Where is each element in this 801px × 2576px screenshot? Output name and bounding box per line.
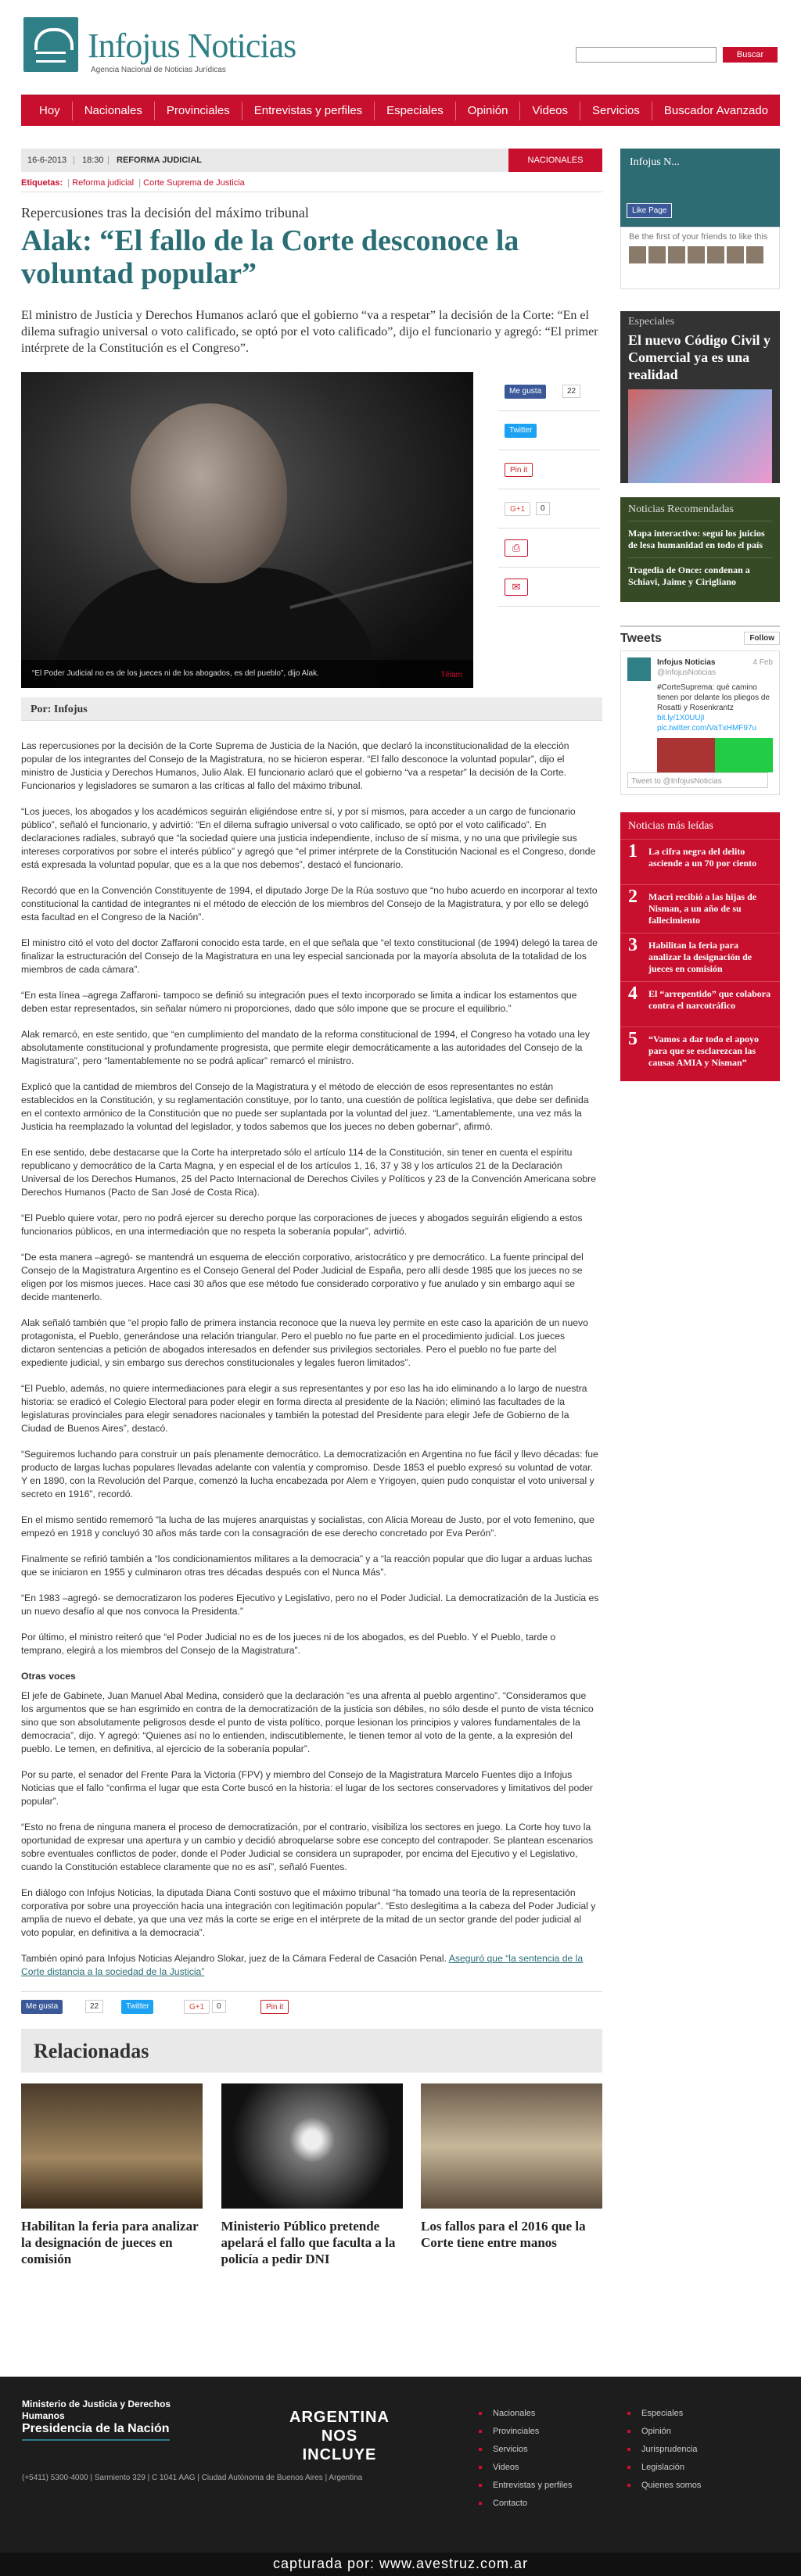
last-paragraph-text: También opinó para Infojus Noticias Alejandro Slokar, juez de la Cámara Federal de Casación Penal.	[21, 1953, 449, 1964]
footer-link[interactable]: Opinión	[627, 2423, 701, 2441]
related-heading: Relacionadas	[21, 2029, 602, 2073]
especiales-label: Especiales	[628, 316, 675, 328]
article-paragraph: “Los jueces, los abogados y los académicos seguirán eligiéndose entre sí, y por sí mismos, para acceder a un cargo de funcionario público”, señaló el funcionario, y advirtió: “En el dilema sufragio universal o voto calificado, se optó por el voto calificado”. En declaraciones radiales, subrayó que “la sociedad quiere una justicia independiente, incluso de sí misma, y no una que privilegie sus intereses corporativos por sobre el interés público” y agregó que “el primer intérprete de la Constitución Nacional es el Congreso, donde está expresada la voluntad popular, que es a la que nos debemos”, destacó el funcionario.	[21, 806, 596, 870]
especiales-title[interactable]: El nuevo Código Civil y Comercial ya es una realidad	[628, 332, 771, 382]
article-paragraph: El jefe de Gabinete, Juan Manuel Abal Medina, consideró que la declaración “es una afrenta al pueblo argentino”. “Consideramos que los argumentos que se han esgrimido en contra de la democratización de la justicia son débiles, no sólo desde el punto de vista técnico sino que son absolutamente peligrosos desde el punto de vista político, porque lesionan los principios y valores fundamentales de la democracia”, dijo. Y agregó: “Quienes así no lo entienden, indiscutiblemente, le tienen temor al voto de la gente, a la expresión del pueblo. Le temen, en definitiva, al ejercicio de la soberanía popular”.	[21, 1690, 594, 1754]
article-paragraph: Alak remarcó, en este sentido, que “en cumplimiento del mandato de la reforma constitucional de 1994, el Congreso ha votado una ley absolutamente constitucional y profundamente progresista, que permite elegir democráticamente a las autoridades del Consejo de la Magistratura”, pero “lamentablemente no se podrá aplicar” remarcó el ministro.	[21, 1029, 590, 1066]
search-input[interactable]	[576, 47, 717, 63]
footer-link[interactable]: Videos	[479, 2459, 572, 2477]
footer-link[interactable]: Nacionales	[479, 2405, 572, 2423]
tag-link[interactable]: Corte Suprema de Justicia	[143, 178, 245, 188]
nav-item[interactable]: Servicios	[592, 103, 640, 117]
twitter-button-bottom[interactable]: Twitter	[121, 2000, 153, 2014]
most-read-item[interactable]	[620, 933, 780, 981]
tweet-image[interactable]	[657, 738, 773, 772]
article-meta-bar: 16-6-2013 | 18:30 | REFORMA JUDICIAL NACIONALES	[21, 149, 602, 172]
article-paragraph: “En esta línea –agrega Zaffaroni- tampoco se definió su integración pues el texto incorporado se limita a indicar los estamentos que deben estar representados, sin señalar número ni proporciones, dado que sólo impone que se procure el equilibrio.”	[21, 990, 577, 1014]
most-read-item[interactable]	[620, 884, 780, 933]
tags-row: Etiquetas: | Reforma judicial | Corte Suprema de Justicia	[21, 178, 602, 192]
related-link[interactable]: Aseguró que “la sentencia de la Corte distancia a la sociedad de la Justicia”	[21, 1953, 584, 1977]
article-paragraph: Explicó que la cantidad de miembros del Consejo de la Magistratura y el método de elección de esos representantes no están establecidos en la Constitución, y su reglamentación constituye, por lo tanto, una cuestión de política legislativa, que debe ser definida en el contexto armónico de la Constitución que no puede ser suplantada por la voluntad del juez. “Lamentablemente, una vez más la Justicia ha reemplazado la voluntad del legislador, y todos sabemos que los jueces no deben gobernar”, afirmó.	[21, 1081, 589, 1132]
photo-caption: “El Poder Judicial no es de los jueces ni de los abogados, es del pueblo”, dijo Alak.	[21, 660, 473, 688]
tweet-body: #CorteSuprema: qué camino tienen por delante los pliegos de Rosatti y Rosenkrantz	[657, 683, 770, 712]
especiales-box[interactable]	[620, 311, 780, 483]
tweet-date[interactable]: 4 Feb	[753, 658, 773, 667]
article-paragraph: Las repercusiones por la decisión de la Corte Suprema de Justicia de la Nación, que declaró la inconstitucionalidad de la elección popular de los integrantes del Consejo de la Magistratura, no se hicieron esperar. “El fallo desconoce la voluntad popular”, dijo el ministro de Justicia y Derechos Humanos, Julio Alak. El funcionario aclaró que el gobierno “va a respetar” la decisión de la Corte. Funcionarios y legisladores se sumaron a las críticas al fallo del máximo tribunal.	[21, 740, 569, 791]
infojus-logo-icon[interactable]	[23, 17, 78, 72]
recommended-box	[620, 497, 780, 602]
tweet[interactable]	[620, 650, 780, 795]
most-read-label: Noticias más leídas	[628, 820, 713, 832]
brand-tagline: Agencia Nacional de Noticias Jurídicas	[91, 66, 226, 74]
main-nav	[21, 95, 780, 126]
nav-item[interactable]: Hoy	[39, 103, 60, 117]
article-section[interactable]: REFORMA JUDICIAL	[117, 156, 202, 165]
search-button[interactable]: Buscar	[723, 47, 778, 63]
nav-item[interactable]: Especiales	[386, 103, 444, 117]
article-date: 16-6-2013	[27, 156, 67, 165]
facebook-widget[interactable]	[620, 149, 780, 227]
footer-link[interactable]: Servicios	[479, 2441, 572, 2459]
article-lead: El ministro de Justicia y Derechos Humanos aclaró que el gobierno “va a respetar” la decisión de la Corte: “En el dilema sufragio universal o voto calificado, se optó por el voto calificado”, dijo el funcionario y agregó: “El primer intérprete de la Constitución es el Congreso”.	[21, 309, 598, 355]
recommended-label: Noticias Recomendadas	[628, 503, 734, 515]
related-grid	[21, 2083, 602, 2267]
site-footer	[0, 2377, 801, 2576]
most-read-title[interactable]: El “arrepentido” que colabora contra el narcotráfico	[648, 988, 771, 1011]
nav-item[interactable]: Videos	[532, 103, 569, 117]
gplus-button-bottom[interactable]: G+1	[184, 2000, 210, 2014]
facebook-like-page-button[interactable]: Like Page	[627, 203, 672, 218]
most-read-title[interactable]: “Vamos a dar todo el apoyo para que se esclarezcan las causas AMIA y Nisman”	[648, 1034, 760, 1068]
article-paragraph: Finalmente se refirió también a “los condicionamientos militares a la democracia” y a “la reacción popular que dio lugar a arduas luchas que se iniciaron en 1955 y culminaron otras tres décadas después con el Nunca Más”.	[21, 1553, 593, 1578]
nav-item[interactable]: Provinciales	[166, 103, 230, 117]
print-icon[interactable]: ⎙	[505, 539, 528, 557]
article-paragraph: “Seguiremos luchando para construir un país plenamente democrático. La democratización en Argentina no fue fácil y llevo décadas: fue producto de largas luchas populares llevadas adelante con valentía y compromiso. Desde 1853 el pueblo expresó su voluntad de votar. Y en 1890, con la Revolución del Parque, comenzó la lucha encabezada por Alem e Yrigoyen, quien pudo conquistar el voto universal y secreto en 1916”, recordó.	[21, 1449, 598, 1499]
share-column	[498, 372, 600, 607]
recommended-item[interactable]: Mapa interactivo: seguí los juicios de lesa humanidad en todo el país	[628, 521, 772, 557]
pinterest-button-bottom[interactable]: Pin it	[260, 2000, 289, 2014]
footer-link[interactable]: Jurisprudencia	[627, 2441, 701, 2459]
nav-item[interactable]: Entrevistas y perfiles	[253, 103, 363, 117]
article-paragraph: “En 1983 –agregó- se democratizaron los poderes Ejecutivo y Legislativo, pero no el Poder Judicial. La democratización de la Justicia es un nuevo desafío al que nos convoca la Presidenta.”	[21, 1593, 599, 1617]
tweet-link[interactable]: bit.ly/1X0UUjI	[657, 714, 705, 722]
brand-sub: Noticias	[187, 27, 296, 65]
footer-link[interactable]: Especiales	[627, 2405, 701, 2423]
article-body	[21, 740, 600, 1979]
brand-main: Infojus	[88, 27, 180, 65]
gplus-count-bottom: 0	[212, 2000, 226, 2013]
related-image[interactable]	[221, 2083, 403, 2209]
pinterest-button[interactable]: Pin it	[505, 463, 533, 477]
subhead: Otras voces	[21, 1671, 76, 1682]
email-icon[interactable]: ✉	[505, 579, 528, 596]
facebook-page-name[interactable]: Infojus N...	[630, 156, 680, 168]
nav-item[interactable]: Nacionales	[84, 103, 142, 117]
facebook-like-button[interactable]: Me gusta	[505, 385, 546, 399]
sidebar	[620, 149, 780, 1081]
article-paragraph: “El Pueblo, además, no quiere intermediaciones para elegir a sus representantes y por eso las ha ido eliminando a lo largo de nuestra historia: se eradicó el Colegio Electoral para poder elegir en forma directa al presidente de la Nación; eliminó las facultades de la legislaturas provinciales para elegir senadores nacionales y también la potestad del Presidente para elegir Jefe de Gobierno de la Ciudad de Buenos Aires”, destacó.	[21, 1383, 587, 1434]
most-read-number: 1	[628, 841, 638, 862]
nav-item[interactable]: Buscador Avanzado	[663, 103, 769, 117]
related-item[interactable]	[21, 2083, 203, 2267]
most-read-title[interactable]: La cifra negra del delito asciende a un 70 por ciento	[648, 846, 757, 869]
tweet-handle[interactable]: @InfojusNoticias	[657, 668, 717, 677]
article-paragraph: “El Pueblo quiere votar, pero no podrá ejercer su derecho porque las corporaciones de jueces y abogados seguirán eligiendo a estos funcionarios públicos, en una intermediación que no respeta la soberanía popular”, advirtió.	[21, 1213, 583, 1237]
related-title[interactable]: Los fallos para el 2016 que la Corte tiene entre manos	[421, 2219, 586, 2250]
twitter-widget	[620, 625, 780, 795]
most-read-item[interactable]	[620, 1026, 780, 1075]
presidency-name[interactable]: Presidencia de la Nación	[22, 2422, 170, 2441]
article-photo[interactable]	[21, 372, 473, 688]
footer-link[interactable]: Contacto	[479, 2495, 572, 2513]
site-header	[0, 0, 801, 92]
argentina-slogan: ARGENTINA NOS INCLUYE	[289, 2409, 390, 2463]
facebook-friends-text: Be the first of your friends to like this	[629, 232, 768, 242]
photo-credit: Télam	[440, 671, 462, 679]
footer-link[interactable]: Entrevistas y perfiles	[479, 2477, 572, 2495]
follow-button[interactable]: Follow	[744, 632, 780, 645]
tweet-pic-link[interactable]: pic.twitter.com/VaTxHMF97u	[657, 724, 757, 733]
ministry-name[interactable]: Ministerio de Justicia y Derechos Humanos	[22, 2399, 171, 2421]
friend-avatars	[629, 246, 771, 263]
brand-title[interactable]	[88, 28, 296, 64]
most-read-item[interactable]	[620, 839, 780, 884]
article-paragraph: Alak señaló también que “el propio fallo de primera instancia reconoce que la nueva ley permite en este caso la aparición de un nuevo protagonista, el Pueblo, generándose una relación triangular. Pero el pueblo no fue parte en el procedimiento judicial. Los jueces dictaron sentencias a petición de abogados interesados en defender sus privilegios sectoriales. Pero el pueblo no fue parte del expediente judicial, y sin embargo sus derechos constitucionales y legales fueron limitados”.	[21, 1317, 588, 1368]
facebook-friends	[620, 227, 780, 289]
article-column	[21, 149, 602, 2267]
most-read-item[interactable]	[620, 981, 780, 1026]
facebook-count-bottom: 22	[85, 2000, 103, 2013]
tweets-label: Tweets	[620, 632, 663, 645]
nav-item[interactable]: Opinión	[467, 103, 508, 117]
most-read-number: 5	[628, 1029, 638, 1049]
footer-links-1	[479, 2405, 572, 2513]
related-item[interactable]	[221, 2083, 403, 2267]
tweet-author[interactable]: Infojus Noticias	[657, 658, 716, 667]
related-item[interactable]	[421, 2083, 602, 2267]
article-paragraph: “De esta manera –agregó- se mantendrá un esquema de elección corporativo, aristocrático y pre democrático. La fuente principal del Consejo de la Magistratura Argentino es el Consejo General del Poder Judicial de España, pero allí desde 1985 que los jueces no se eligen por los mismos jueces. Hace casi 30 años que ese método fue considerado corporativo y fue anulado y sin embargo aquí se decide mantenerlo.	[21, 1252, 584, 1302]
related-image[interactable]	[21, 2083, 203, 2209]
most-read-box	[620, 812, 780, 1081]
tweet-text	[657, 683, 773, 733]
footer-link[interactable]: Quienes somos	[627, 2477, 701, 2495]
article-paragraph: En el mismo sentido rememoró “la lucha de las mujeres anarquistas y socialistas, con Alicia Moreau de Justo, por el voto femenino, que empezó en 1918 y concluyó 30 años más tarde con la consagración de ese derecho concretado por Eva Perón”.	[21, 1514, 594, 1539]
recommended-item[interactable]: Tragedia de Once: condenan a Schiavi, Jaime y Cirigliano	[628, 557, 772, 594]
article-paragraph: “Esto no frena de ninguna manera el proceso de democratización, por el contrario, visibiliza los sectores en juego. La Corte hoy tuvo la oportunidad de expresar una apertura y un cambio y decidió abroquelarse sobre ese concepto del contrapoder. Se plantean escenarios sobre eventuales conflictos de poder, donde el Poder Judicial se considera un suprapoder, por encima del Ejecutivo y el Legislativo, cuando la Constitución establece claramente que no es así”, señaló Fuentes.	[21, 1822, 594, 1872]
article-kicker: Repercusiones tras la decisión del máximo tribunal	[21, 205, 309, 220]
related-title[interactable]: Habilitan la feria para analizar la designación de jueces en comisión	[21, 2219, 199, 2266]
avatar[interactable]	[627, 657, 651, 681]
facebook-count: 22	[562, 385, 580, 398]
especiales-image[interactable]	[628, 389, 772, 483]
article-paragraph: El ministro citó el voto del doctor Zaffaroni conocido esta tarde, en el que señala que “el texto constitucional (de 1994) delegó la tarea de finalizar la estructuración del Consejo de la Magistratura en una ley especial sancionada por la mayoría absoluta de la totalidad de los miembros de cada cámara”.	[21, 937, 598, 975]
gplus-count: 0	[536, 502, 550, 515]
article-paragraph: Por último, el ministro reiteró que “el Poder Judicial no es de los jueces ni de los abogados, es del Pueblo. Y el Pueblo, tarde o temprano, elegirá a los miembros del Consejo de la Magistratura”.	[21, 1632, 556, 1656]
twitter-button[interactable]: Twitter	[505, 424, 537, 438]
most-read-number: 3	[628, 935, 638, 955]
related-image[interactable]	[421, 2083, 602, 2209]
most-read-number: 2	[628, 887, 638, 907]
footer-link[interactable]: Legislación	[627, 2459, 701, 2477]
footer-address: (+5411) 5300-4000 | Sarmiento 329 | C 1041 AAG | Ciudad Autónoma de Buenos Aires | Argentina	[22, 2474, 363, 2482]
related-title[interactable]: Ministerio Público pretende apelará el fallo que faculta a la policía a pedir DNI	[221, 2219, 396, 2266]
article-paragraph	[21, 1952, 600, 1979]
tag-link[interactable]: Reforma judicial	[72, 178, 135, 188]
tweet-input[interactable]: Tweet to @InfojusNoticias	[627, 772, 768, 788]
most-read-number: 4	[628, 983, 638, 1004]
article-title: Alak: “El fallo de la Corte desconoce la voluntad popular”	[21, 224, 519, 290]
section-badge[interactable]: NACIONALES	[508, 149, 602, 172]
gplus-button[interactable]: G+1	[505, 502, 530, 516]
facebook-like-button-bottom[interactable]: Me gusta	[21, 2000, 63, 2014]
article-paragraph: En diálogo con Infojus Noticias, la diputada Diana Conti sostuvo que el máximo tribunal “ha tomado una teoría de la representación corporativa por sobre una proyección hacia una integración con legitimación popular”. “Esto deslegitima a la cabeza del Poder Judicial y amplia de nuevo el debate, ya que una vez más la corte se erige en el intérprete de la mitad de un sector grande del poder judicial al voto popular, en definitiva a la democracia”.	[21, 1887, 596, 1938]
footer-links-2	[627, 2405, 701, 2495]
article-paragraph: Por su parte, el senador del Frente Para la Victoria (FPV) y miembro del Consejo de la Magistratura Marcelo Fuentes dijo a Infojus Noticias que el fallo “confirma el lugar que esta Corte buscó en la historia: el lugar de los sectores conservadores y limitativos del poder popular”.	[21, 1769, 593, 1807]
footer-link[interactable]: Provinciales	[479, 2423, 572, 2441]
photo-and-share	[21, 372, 602, 693]
most-read-title[interactable]: Macri recibió a las hijas de Nisman, a un año de su fallecimiento	[648, 891, 757, 926]
tags-label: Etiquetas:	[21, 178, 63, 188]
capture-watermark: capturada por: www.avestruz.com.ar	[0, 2553, 801, 2576]
article-author: Por: Infojus	[21, 697, 602, 721]
article-paragraph: En ese sentido, debe destacarse que la Corte ha interpretado sólo el artículo 114 de la Constitución, sin tener en cuenta el espíritu republicano y democrático de la Carta Magna, y en especial el de los artículos 1, 16, 37 y 38 y los artículos 21 de la Declaración Universal de los Derechos Humanos, 25 del Pacto Internacional de Derechos Civiles y Políticos y 23 de la Convención Americana sobre Derechos Humanos (Pacto de San José de Costa Rica).	[21, 1147, 597, 1198]
bottom-share-bar	[21, 1991, 602, 2022]
most-read-title[interactable]: Habilitan la feria para analizar la designación de jueces en comisión	[648, 940, 753, 974]
article-time: 18:30	[82, 156, 104, 165]
article-paragraph: Recordó que en la Convención Constituyente de 1994, el diputado Jorge De la Rúa sostuvo que “no hubo acuerdo en incorporar al texto constitucional la cantidad de integrantes ni el método de elección de los miembros del Consejo de la Magistratura, y por ello se delegó esta facultad en el Congreso de la Nación”.	[21, 885, 598, 923]
